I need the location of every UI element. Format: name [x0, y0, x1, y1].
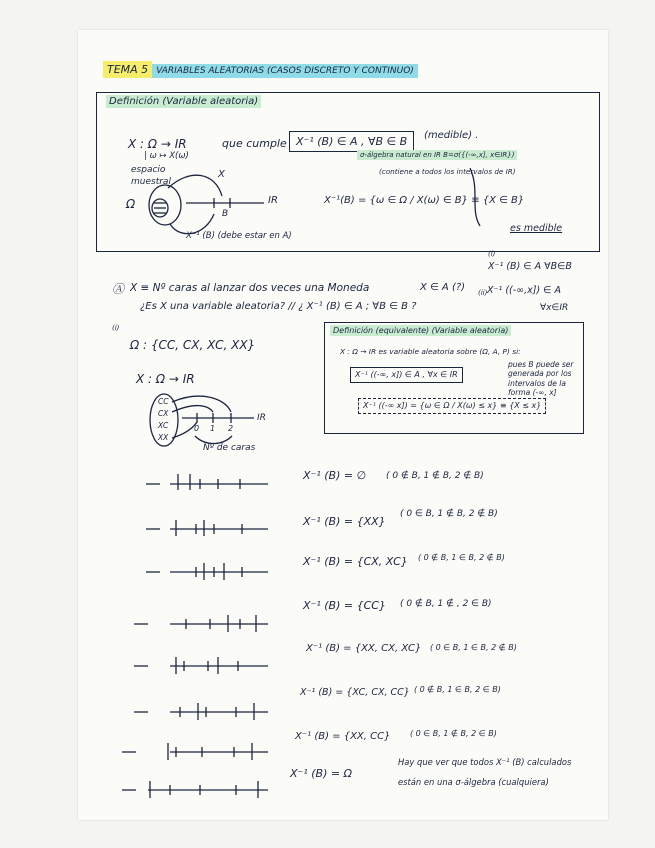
example-sample-cx: CX — [158, 409, 169, 418]
example-sample-cc: CC — [158, 397, 169, 406]
def1-medible: (medible) . — [424, 130, 479, 141]
example-i-marker: (i) — [112, 324, 120, 332]
def2-side-note: pues B puede ser generada por los intervalos de la forma (-∞, x] — [508, 360, 574, 398]
def1-muestral: muestral — [131, 177, 171, 187]
def1-b-label: B — [222, 209, 229, 219]
def1-map: X : Ω → IR — [128, 137, 187, 151]
example-question: ¿Es X una variable aleatoria? // ¿ X⁻¹ (B) ∈ A ; ∀B ∈ B ? — [140, 301, 417, 312]
example-marker: Ⓐ — [112, 282, 125, 296]
def1-omega-symbol: Ω — [126, 197, 136, 211]
def1-omega-map: | ω ↦ X(ω) — [144, 151, 189, 161]
def1-x-label: X — [218, 169, 225, 180]
case-8-result: X⁻¹ (B) = Ω — [290, 767, 352, 780]
case-4-note: ( 0 ∉ B, 1 ∉ , 2 ∈ B) — [400, 599, 492, 609]
def1-sigma-note-2: (contiene a todos los intervalos de IR) — [379, 167, 516, 176]
case-intervals — [150, 474, 258, 798]
case-6-result: X⁻¹ (B) = {XC, CX, CC} — [300, 687, 410, 698]
def1-cond-ii: X⁻¹ ((-∞,x]) ∈ A — [487, 285, 561, 296]
def1-espacio: espacio — [131, 165, 166, 175]
case-2-result: X⁻¹ (B) = {XX} — [303, 515, 386, 528]
example-tick-0: 0 — [194, 424, 200, 433]
case-ticks — [170, 479, 242, 795]
case-7-note: ( 0 ∈ B, 1 ∉ B, 2 ∈ B) — [410, 729, 497, 738]
final-note-line-2: están en una σ-álgebra (cualquiera) — [398, 777, 549, 787]
example-sample-xc: XC — [158, 421, 169, 430]
final-note-line-1: Hay que ver que todos X⁻¹ (B) calculados — [398, 757, 572, 767]
case-arrows — [122, 484, 160, 790]
omega-set-ellipse — [149, 185, 181, 225]
def1-preimage: X⁻¹(B) = {ω ∈ Ω / X(ω) ∈ B} ≡ {X ∈ B} — [324, 195, 525, 206]
definition-2-heading: Definición (equivalente) (Variable aleatoria) — [330, 327, 511, 335]
case-5-note: ( 0 ∈ B, 1 ∈ B, 2 ∉ B) — [430, 643, 517, 652]
case-3-result: X⁻¹ (B) = {CX, XC} — [303, 555, 408, 568]
example-statement-2: X ∈ A (?) — [420, 282, 466, 293]
def1-sigma-note: σ-álgebra natural en IR B=σ({(-∞,x], x∈IR}) — [357, 152, 517, 159]
def2-cond: X⁻¹ ((-∞, x]) ∈ A , ∀x ∈ IR — [350, 367, 463, 383]
case-3-note: ( 0 ∉ B, 1 ∈ B, 2 ∉ B) — [418, 553, 505, 562]
def1-condition: X⁻¹ (B) ∈ A , ∀B ∈ B — [289, 131, 414, 152]
case-6-note: ( 0 ∉ B, 1 ∈ B, 2 ∈ B) — [414, 685, 501, 694]
case-1-result: X⁻¹ (B) = ∅ — [303, 469, 367, 482]
def1-ir: IR — [268, 195, 278, 206]
inverse-arrow — [170, 214, 214, 234]
def1-cond-ii-marker: (ii) — [478, 289, 488, 297]
example-omega: Ω : {CC, CX, XC, XX} — [130, 338, 256, 352]
def1-cond-ii-quantifier: ∀x∈IR — [540, 303, 569, 313]
case-1-note: ( 0 ∉ B, 1 ∉ B, 2 ∉ B) — [386, 471, 484, 481]
example-tick-1: 1 — [210, 424, 216, 433]
example-sample-xx: XX — [158, 433, 169, 442]
def1-cond-i: X⁻¹ (B) ∈ A ∀B∈B — [488, 261, 572, 272]
def2-line1: X : Ω → IR es variable aleatoria sobre (Ω, A, P) si: — [340, 347, 521, 356]
example-statement: X ≡ Nº caras al lanzar dos veces una Moneda — [130, 282, 370, 294]
example-ncaras: Nº de caras — [203, 443, 256, 453]
case-5-result: X⁻¹ (B) = {XX, CX, XC} — [306, 643, 422, 654]
def1-que-cumple: que cumple — [222, 137, 287, 150]
example-ir: IR — [257, 413, 266, 423]
def2-equiv: X⁻¹ ((-∞ x]) = {ω ∈ Ω / X(ω) ≤ x} ≡ {X ≤ x} — [358, 398, 546, 414]
case-4-result: X⁻¹ (B) = {CC} — [303, 599, 386, 612]
def1-es-medible: es medible — [510, 223, 563, 234]
title-rest: VARIABLES ALEATORIAS (CASOS DISCRETO Y CONTINUO) — [152, 64, 418, 78]
def1-cond-i-marker: (i) — [488, 250, 496, 258]
mapping-arrow — [168, 175, 222, 196]
title-tema: TEMA 5 — [103, 61, 152, 78]
example-tick-2: 2 — [228, 424, 234, 433]
example-map: X : Ω → IR — [136, 372, 195, 386]
case-number-lines — [148, 484, 268, 790]
def1-inverse-label: X⁻¹ (B) (debe estar en A) — [186, 231, 292, 241]
definition-1-heading: Definición (Variable aleatoria) — [106, 97, 261, 107]
case-7-result: X⁻¹ (B) = {XX, CC} — [295, 731, 391, 742]
case-2-note: ( 0 ∈ B, 1 ∉ B, 2 ∉ B) — [400, 509, 498, 519]
